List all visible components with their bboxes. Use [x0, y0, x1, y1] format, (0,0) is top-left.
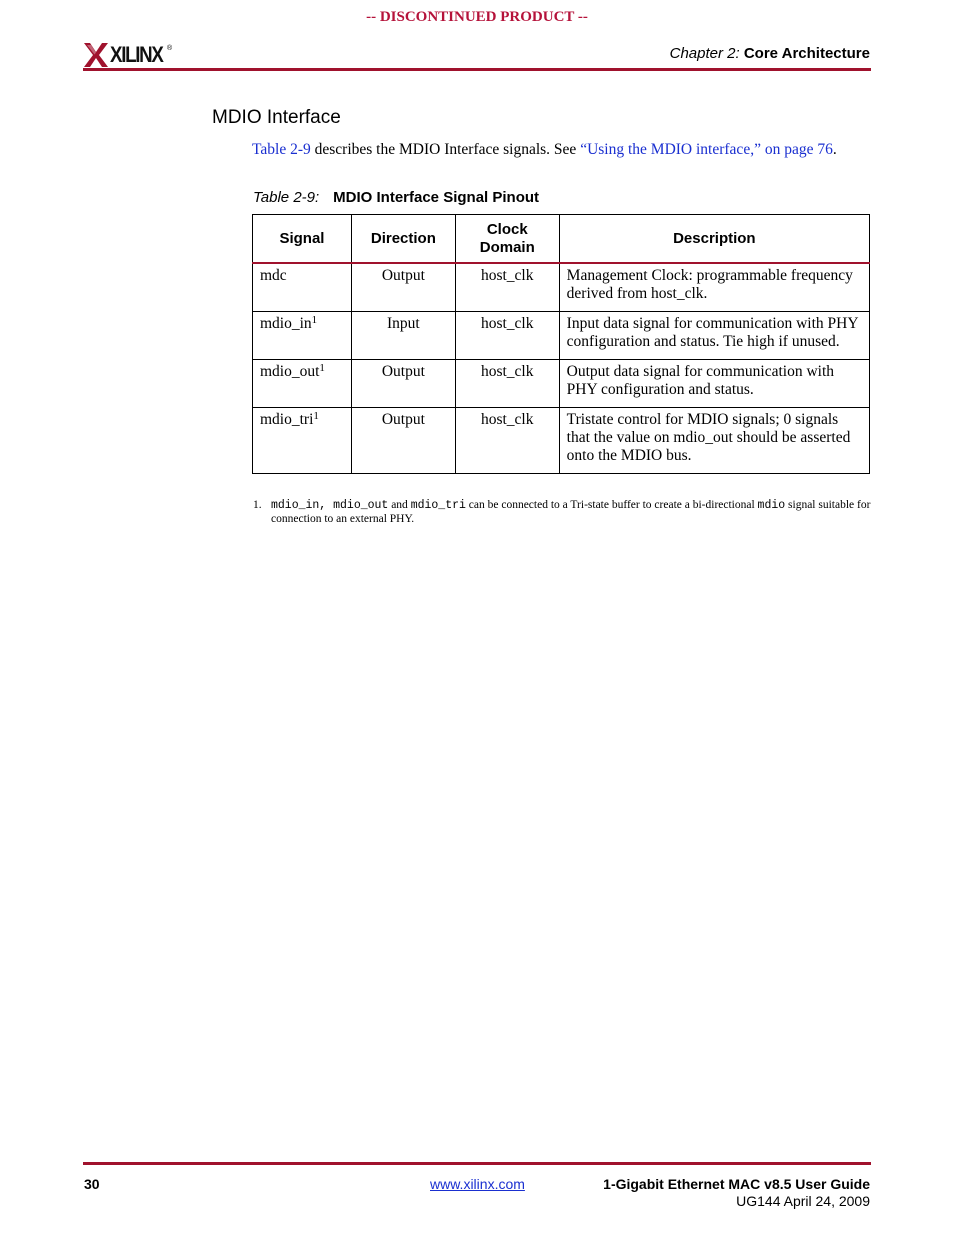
- header-description: Description: [559, 215, 869, 264]
- footnote-ref[interactable]: 1: [313, 410, 319, 422]
- cell-direction: Output: [351, 263, 455, 312]
- cell-signal: [253, 408, 352, 474]
- cell-direction: Output: [351, 408, 455, 474]
- table-row: [253, 263, 870, 312]
- page-number: 30: [84, 1176, 100, 1192]
- footnote-code: mdio_in, mdio_out: [271, 499, 389, 512]
- caption-label: Table 2-9:: [253, 189, 320, 206]
- website-link[interactable]: www.xilinx.com: [430, 1176, 525, 1192]
- footnote-number: 1.: [253, 499, 262, 511]
- footnote-code: mdio_tri: [410, 499, 466, 512]
- signal-name: mdio_in: [260, 315, 312, 332]
- signal-name: mdio_tri: [260, 411, 314, 428]
- cell-clock: host_clk: [455, 360, 559, 408]
- cell-description: Tristate control for MDIO signals; 0 signals that the value on mdio_out should be asserted onto the MDIO bus.: [559, 408, 869, 474]
- mdio-section-link[interactable]: “Using the MDIO interface,” on page 76: [580, 141, 833, 158]
- signal-name: mdio_out: [260, 363, 320, 380]
- intro-end: .: [832, 141, 837, 158]
- guide-title: 1-Gigabit Ethernet MAC v8.5 User Guide: [603, 1176, 870, 1192]
- cell-clock: host_clk: [455, 312, 559, 360]
- footnote-text: and: [388, 499, 411, 511]
- caption-title: MDIO Interface Signal Pinout: [333, 189, 540, 206]
- intro-text: describes the MDIO Interface signals. See: [310, 141, 581, 158]
- footnote-ref[interactable]: 1: [311, 314, 318, 326]
- table-ref-link[interactable]: Table 2-9: [252, 141, 311, 158]
- xilinx-logo: [84, 41, 172, 69]
- table-row: [253, 312, 870, 360]
- cell-description: Input data signal for communication with PHY configuration and status. Tie high if unused.: [559, 312, 869, 360]
- footnote-text: can be connected to a Tri-state buffer to create a bi-directional: [465, 499, 758, 511]
- cell-signal: [253, 312, 352, 360]
- header-clock-domain: Clock Domain: [455, 215, 559, 264]
- footnote-code: mdio: [757, 499, 786, 512]
- cell-description: Management Clock: programmable frequency derived from host_clk.: [559, 263, 869, 312]
- chapter-heading: [670, 45, 870, 62]
- footnote-text: signal suitable for connection to an external PHY.: [271, 499, 871, 525]
- document-id: UG144 April 24, 2009: [736, 1193, 870, 1209]
- header-signal: Signal: [253, 215, 352, 264]
- cell-signal: [253, 360, 352, 408]
- section-title: MDIO Interface: [212, 107, 341, 128]
- cell-signal: [253, 263, 352, 312]
- table-row: [253, 408, 870, 474]
- chapter-title: Core Architecture: [743, 45, 870, 62]
- header-direction: Direction: [351, 215, 455, 264]
- discontinued-banner: -- DISCONTINUED PRODUCT --: [366, 9, 588, 25]
- cell-direction: Input: [351, 312, 455, 360]
- footer-rule: [83, 1162, 871, 1165]
- logo-wordmark: XILINX: [110, 42, 163, 67]
- cell-direction: Output: [351, 360, 455, 408]
- table-row: [253, 360, 870, 408]
- chapter-label: Chapter 2:: [669, 45, 740, 62]
- header-rule: [83, 68, 871, 71]
- intro-paragraph: [252, 141, 870, 159]
- cell-clock: host_clk: [455, 263, 559, 312]
- cell-description: Output data signal for communication with PHY configuration and status.: [559, 360, 869, 408]
- signal-name: mdc: [260, 267, 287, 284]
- xilinx-mark-icon: [84, 43, 108, 67]
- cell-clock: host_clk: [455, 408, 559, 474]
- footnote-ref[interactable]: 1: [319, 362, 325, 374]
- table-caption: [253, 189, 539, 206]
- table-header-row: [253, 215, 870, 264]
- registered-mark: ®: [167, 45, 173, 52]
- signal-table: [252, 214, 870, 474]
- table-footnote: [253, 499, 873, 526]
